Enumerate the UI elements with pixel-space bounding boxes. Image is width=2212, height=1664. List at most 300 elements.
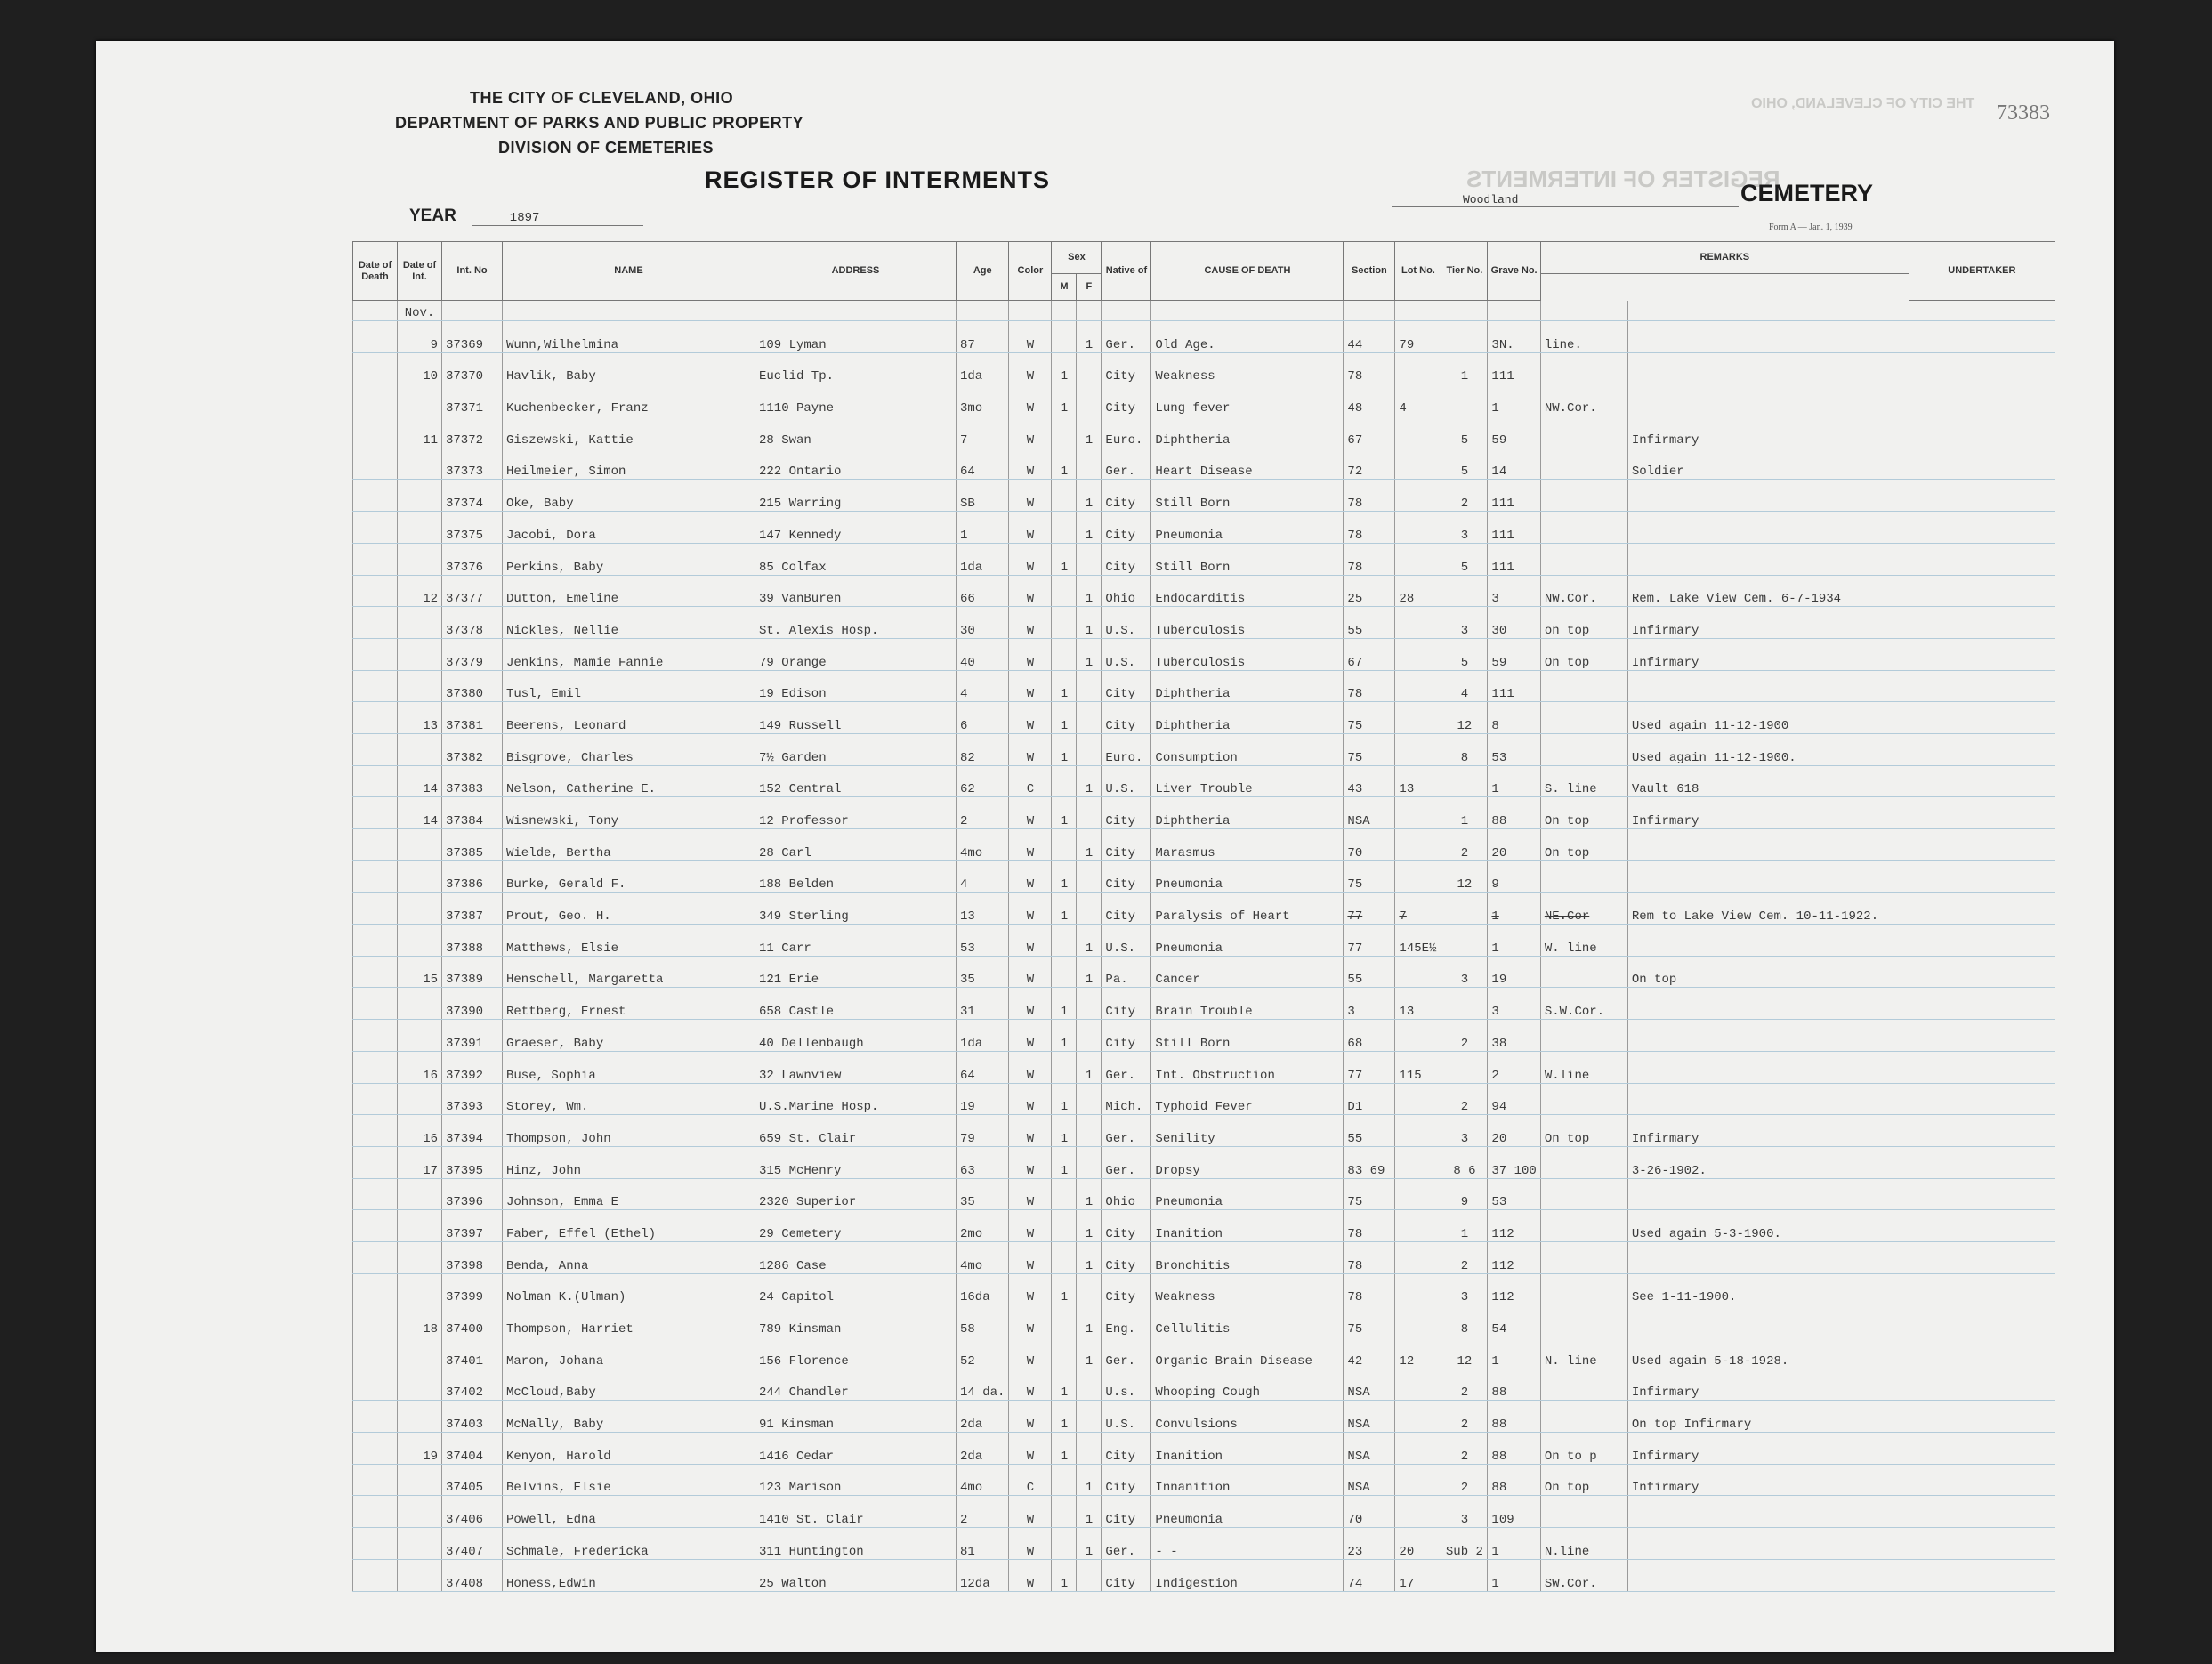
age-cell: 2mo [957,1210,1009,1242]
col-grave: Grave No. [1488,242,1540,301]
cause-cell: Pneumonia [1151,1178,1344,1210]
date-death-cell [353,925,398,957]
remark-note-cell: Infirmary [1627,797,1909,829]
section-cell: 44 [1344,321,1395,353]
cause-cell: Inanition [1151,1210,1344,1242]
undertaker-cell [1909,352,2055,384]
int-no-cell: 37388 [442,925,503,957]
lot-cell [1395,1241,1441,1273]
sex-m-cell [1052,416,1077,448]
native-cell: City [1102,893,1151,925]
cemetery-name: Woodland [1392,193,1739,207]
remark-note-cell [1627,512,1909,544]
native-cell: City [1102,988,1151,1020]
int-no-cell: 37380 [442,670,503,702]
tier-cell: 2 [1441,1241,1488,1273]
undertaker-cell [1909,1210,2055,1242]
native-cell: U.S. [1102,1401,1151,1433]
remark-note-cell: Used again 11-12-1900 [1627,702,1909,734]
tier-cell [1441,575,1488,607]
grave-cell: 37 100 [1488,1146,1540,1178]
name-cell: Wunn,Wilhelmina [503,321,755,353]
address-cell: 1410 St. Clair [755,1496,957,1528]
remark-note-cell: Vault 618 [1627,765,1909,797]
native-cell: City [1102,860,1151,893]
grave-cell: 3 [1488,575,1540,607]
lot-cell [1395,1146,1441,1178]
tier-cell: 1 [1441,1210,1488,1242]
remark-note-cell [1627,1020,1909,1052]
cause-cell: Senility [1151,1115,1344,1147]
date-death-cell [353,1559,398,1591]
date-int-cell [398,1528,442,1560]
name-cell: Graeser, Baby [503,1020,755,1052]
color-cell: W [1009,925,1052,957]
header-division: DIVISION OF CEMETERIES [498,139,714,157]
sex-f-cell [1077,352,1102,384]
age-cell: 4mo [957,1464,1009,1496]
undertaker-cell [1909,1178,2055,1210]
color-cell: W [1009,988,1052,1020]
remark-location-cell: On top [1540,1464,1627,1496]
undertaker-cell [1909,638,2055,670]
native-cell: City [1102,1559,1151,1591]
date-death-cell [353,1146,398,1178]
age-cell: 58 [957,1305,1009,1337]
native-cell: City [1102,1210,1151,1242]
sex-f-cell [1077,797,1102,829]
tier-cell [1441,765,1488,797]
sex-f-cell: 1 [1077,1051,1102,1083]
date-death-cell [353,1273,398,1305]
date-int-cell [398,925,442,957]
undertaker-cell [1909,1496,2055,1528]
section-cell: NSA [1344,797,1395,829]
date-int-cell [398,1464,442,1496]
int-no-cell: 37369 [442,321,503,353]
undertaker-cell [1909,1083,2055,1115]
name-cell: Belvins, Elsie [503,1464,755,1496]
undertaker-cell [1909,797,2055,829]
name-cell: Benda, Anna [503,1241,755,1273]
undertaker-cell [1909,480,2055,512]
section-cell: 78 [1344,352,1395,384]
name-cell: Heilmeier, Simon [503,448,755,480]
age-cell: 64 [957,1051,1009,1083]
grave-cell: 112 [1488,1241,1540,1273]
color-cell: W [1009,1401,1052,1433]
date-int-cell [398,543,442,575]
address-cell: 149 Russell [755,702,957,734]
int-no-cell: 37403 [442,1401,503,1433]
remark-location-cell [1540,448,1627,480]
name-cell: Thompson, Harriet [503,1305,755,1337]
color-cell: W [1009,384,1052,416]
sex-f-cell: 1 [1077,416,1102,448]
date-int-cell: 12 [398,575,442,607]
name-cell: Faber, Effel (Ethel) [503,1210,755,1242]
grave-cell: 59 [1488,638,1540,670]
grave-cell: 109 [1488,1496,1540,1528]
remark-location-cell [1540,670,1627,702]
name-cell: Havlik, Baby [503,352,755,384]
date-int-cell [398,1496,442,1528]
remark-location-cell [1540,512,1627,544]
native-cell: Ger. [1102,1146,1151,1178]
undertaker-cell [1909,1146,2055,1178]
cause-cell: Tuberculosis [1151,638,1344,670]
table-row [353,1020,2055,1052]
grave-cell: 1 [1488,384,1540,416]
date-death-cell [353,1210,398,1242]
sex-m-cell: 1 [1052,1369,1077,1401]
remark-note-cell: Infirmary [1627,638,1909,670]
age-cell: 53 [957,925,1009,957]
section-cell: 25 [1344,575,1395,607]
lot-cell [1395,733,1441,765]
int-no-cell: 37390 [442,988,503,1020]
cause-cell: Lung fever [1151,384,1344,416]
table-row [353,1369,2055,1401]
undertaker-cell [1909,1020,2055,1052]
table-row [353,829,2055,861]
int-no-cell: 37407 [442,1528,503,1560]
section-cell: 75 [1344,1178,1395,1210]
age-cell: 62 [957,765,1009,797]
section-cell: 77 [1344,1051,1395,1083]
remark-location-cell [1540,1083,1627,1115]
age-cell: SB [957,480,1009,512]
date-death-cell [353,988,398,1020]
cause-cell: Old Age. [1151,321,1344,353]
age-cell: 2da [957,1401,1009,1433]
grave-cell: 111 [1488,543,1540,575]
name-cell: Kuchenbecker, Franz [503,384,755,416]
sex-f-cell: 1 [1077,925,1102,957]
native-cell: U.S. [1102,765,1151,797]
address-cell: 147 Kennedy [755,512,957,544]
section-cell: NSA [1344,1464,1395,1496]
age-cell: 2 [957,797,1009,829]
address-cell: 121 Erie [755,956,957,988]
col-date-int: Date of Int. [398,242,442,301]
date-int-cell [398,733,442,765]
sex-f-cell [1077,893,1102,925]
int-no-cell: 37394 [442,1115,503,1147]
remark-location-cell [1540,416,1627,448]
section-cell: 74 [1344,1559,1395,1591]
date-int-cell [398,860,442,893]
date-death-cell [353,543,398,575]
grave-cell: 59 [1488,416,1540,448]
cause-cell: Int. Obstruction [1151,1051,1344,1083]
lot-cell [1395,1401,1441,1433]
section-cell: 68 [1344,1020,1395,1052]
date-death-cell [353,860,398,893]
tier-cell: 12 [1441,702,1488,734]
age-cell: 7 [957,416,1009,448]
remark-location-cell [1540,956,1627,988]
remark-location-cell: On to p [1540,1433,1627,1465]
cause-cell: Pneumonia [1151,1496,1344,1528]
lot-cell [1395,1178,1441,1210]
name-cell: Matthews, Elsie [503,925,755,957]
remark-location-cell [1540,543,1627,575]
undertaker-cell [1909,1559,2055,1591]
lot-cell: 13 [1395,765,1441,797]
section-cell: 55 [1344,607,1395,639]
grave-cell: 1 [1488,1337,1540,1369]
section-cell: 3 [1344,988,1395,1020]
sex-f-cell: 1 [1077,1528,1102,1560]
table-row [353,384,2055,416]
remark-note-cell: Rem to Lake View Cem. 10-11-1922. [1627,893,1909,925]
age-cell: 4mo [957,829,1009,861]
native-cell: City [1102,829,1151,861]
lot-cell [1395,1496,1441,1528]
lot-cell: 12 [1395,1337,1441,1369]
remark-note-cell [1627,321,1909,353]
remark-location-cell: N.line [1540,1528,1627,1560]
sex-m-cell [1052,607,1077,639]
lot-cell [1395,1433,1441,1465]
remark-note-cell [1627,1559,1909,1591]
lot-cell [1395,448,1441,480]
table-row [353,480,2055,512]
sex-f-cell [1077,702,1102,734]
sex-m-cell [1052,638,1077,670]
sex-m-cell [1052,512,1077,544]
color-cell: W [1009,1083,1052,1115]
undertaker-cell [1909,1337,2055,1369]
remark-location-cell [1540,1210,1627,1242]
int-no-cell: 37373 [442,448,503,480]
tier-cell: 2 [1441,1464,1488,1496]
remark-location-cell [1540,1146,1627,1178]
color-cell: W [1009,1369,1052,1401]
col-age: Age [957,242,1009,301]
remark-location-cell [1540,480,1627,512]
cause-cell: Diphtheria [1151,670,1344,702]
address-cell: 315 McHenry [755,1146,957,1178]
sex-m-cell: 1 [1052,988,1077,1020]
table-row [353,1051,2055,1083]
color-cell: W [1009,352,1052,384]
date-death-cell [353,893,398,925]
age-cell: 2 [957,1496,1009,1528]
date-int-cell: 10 [398,352,442,384]
date-int-cell [398,988,442,1020]
color-cell: W [1009,1496,1052,1528]
remark-location-cell: N. line [1540,1337,1627,1369]
color-cell: W [1009,638,1052,670]
lot-cell [1395,1464,1441,1496]
lot-cell: 115 [1395,1051,1441,1083]
section-cell: 78 [1344,670,1395,702]
tier-cell: 4 [1441,670,1488,702]
int-no-cell: 37400 [442,1305,503,1337]
name-cell: Giszewski, Kattie [503,416,755,448]
date-death-cell [353,1496,398,1528]
name-cell: McNally, Baby [503,1401,755,1433]
sex-m-cell [1052,829,1077,861]
address-cell: 79 Orange [755,638,957,670]
section-cell: 48 [1344,384,1395,416]
name-cell: Burke, Gerald F. [503,860,755,893]
int-no-cell: 37376 [442,543,503,575]
name-cell: Kenyon, Harold [503,1433,755,1465]
int-no-cell: 37371 [442,384,503,416]
address-cell: 789 Kinsman [755,1305,957,1337]
remark-location-cell [1540,1020,1627,1052]
date-int-cell [398,1369,442,1401]
int-no-cell: 37392 [442,1051,503,1083]
date-int-cell [398,384,442,416]
age-cell: 14 da. [957,1369,1009,1401]
sex-f-cell [1077,1273,1102,1305]
remark-note-cell [1627,352,1909,384]
color-cell: W [1009,1241,1052,1273]
table-row [353,1210,2055,1242]
color-cell: W [1009,448,1052,480]
tier-cell: 5 [1441,543,1488,575]
col-name: NAME [503,242,755,301]
int-no-cell: 37406 [442,1496,503,1528]
table-row [353,956,2055,988]
tier-cell: 8 [1441,733,1488,765]
sex-f-cell [1077,1433,1102,1465]
remark-location-cell [1540,1241,1627,1273]
table-row [353,733,2055,765]
sex-f-cell [1077,1146,1102,1178]
int-no-cell: 37372 [442,416,503,448]
section-cell: 77 [1344,925,1395,957]
native-cell: Ger. [1102,1051,1151,1083]
sex-f-cell [1077,1401,1102,1433]
grave-cell: 54 [1488,1305,1540,1337]
date-death-cell [353,1464,398,1496]
table-row [353,988,2055,1020]
tier-cell [1441,925,1488,957]
sex-m-cell [1052,575,1077,607]
name-cell: Beerens, Leonard [503,702,755,734]
undertaker-cell [1909,956,2055,988]
sex-f-cell [1077,860,1102,893]
native-cell: Ohio [1102,1178,1151,1210]
name-cell: Nelson, Catherine E. [503,765,755,797]
sex-m-cell [1052,321,1077,353]
sex-f-cell: 1 [1077,956,1102,988]
native-cell: City [1102,480,1151,512]
color-cell: W [1009,321,1052,353]
sex-m-cell: 1 [1052,670,1077,702]
name-cell: Jacobi, Dora [503,512,755,544]
date-int-cell [398,1083,442,1115]
section-cell: 75 [1344,702,1395,734]
lot-cell: 7 [1395,893,1441,925]
year-field [409,206,643,226]
int-no-cell: 37404 [442,1433,503,1465]
int-no-cell: 37402 [442,1369,503,1401]
sex-f-cell [1077,988,1102,1020]
section-cell: 55 [1344,956,1395,988]
grave-cell: 112 [1488,1273,1540,1305]
color-cell: C [1009,1464,1052,1496]
date-death-cell [353,956,398,988]
bleed-through-text-2: THE CITY OF CLEVELAND, OHIO [1751,96,1975,111]
native-cell: Ger. [1102,321,1151,353]
remark-location-cell [1540,1273,1627,1305]
name-cell: Henschell, Margaretta [503,956,755,988]
remark-location-cell: SW.Cor. [1540,1559,1627,1591]
name-cell: Nickles, Nellie [503,607,755,639]
col-sex-m: M [1052,274,1077,301]
bleed-through-text: REGISTER OF INTERMENTS [1466,166,1780,192]
sex-m-cell [1052,1051,1077,1083]
tier-cell: 8 [1441,1305,1488,1337]
age-cell: 6 [957,702,1009,734]
undertaker-cell [1909,1305,2055,1337]
int-no-cell: 37378 [442,607,503,639]
cause-cell: Liver Trouble [1151,765,1344,797]
int-no-cell: 37405 [442,1464,503,1496]
native-cell: U.S. [1102,638,1151,670]
native-cell: Mich. [1102,1083,1151,1115]
cause-cell: Whooping Cough [1151,1369,1344,1401]
section-cell: D1 [1344,1083,1395,1115]
native-cell: City [1102,1464,1151,1496]
address-cell: 2320 Superior [755,1178,957,1210]
name-cell: Johnson, Emma E [503,1178,755,1210]
undertaker-cell [1909,1369,2055,1401]
age-cell: 4mo [957,1241,1009,1273]
grave-cell: 38 [1488,1020,1540,1052]
lot-cell [1395,702,1441,734]
remark-location-cell: On top [1540,638,1627,670]
date-int-cell [398,448,442,480]
undertaker-cell [1909,1115,2055,1147]
age-cell: 1da [957,352,1009,384]
table-row [353,670,2055,702]
date-death-cell [353,1305,398,1337]
color-cell: W [1009,1273,1052,1305]
sex-f-cell: 1 [1077,575,1102,607]
date-int-cell: 11 [398,416,442,448]
date-death-cell [353,416,398,448]
grave-cell: 20 [1488,1115,1540,1147]
age-cell: 82 [957,733,1009,765]
remark-note-cell: Rem. Lake View Cem. 6-7-1934 [1627,575,1909,607]
cause-cell: Still Born [1151,543,1344,575]
col-cause: CAUSE OF DEATH [1151,242,1344,301]
grave-cell: 111 [1488,352,1540,384]
grave-cell: 30 [1488,607,1540,639]
date-death-cell [353,1433,398,1465]
address-cell: 188 Belden [755,860,957,893]
cause-cell: Bronchitis [1151,1241,1344,1273]
year-label: YEAR [409,206,456,225]
native-cell: Eng. [1102,1305,1151,1337]
cause-cell: Diphtheria [1151,702,1344,734]
age-cell: 81 [957,1528,1009,1560]
sex-m-cell: 1 [1052,1559,1077,1591]
date-death-cell [353,1020,398,1052]
color-cell: W [1009,1115,1052,1147]
int-no-cell: 37375 [442,512,503,544]
remark-note-cell [1627,1528,1909,1560]
grave-cell: 8 [1488,702,1540,734]
color-cell: W [1009,1210,1052,1242]
